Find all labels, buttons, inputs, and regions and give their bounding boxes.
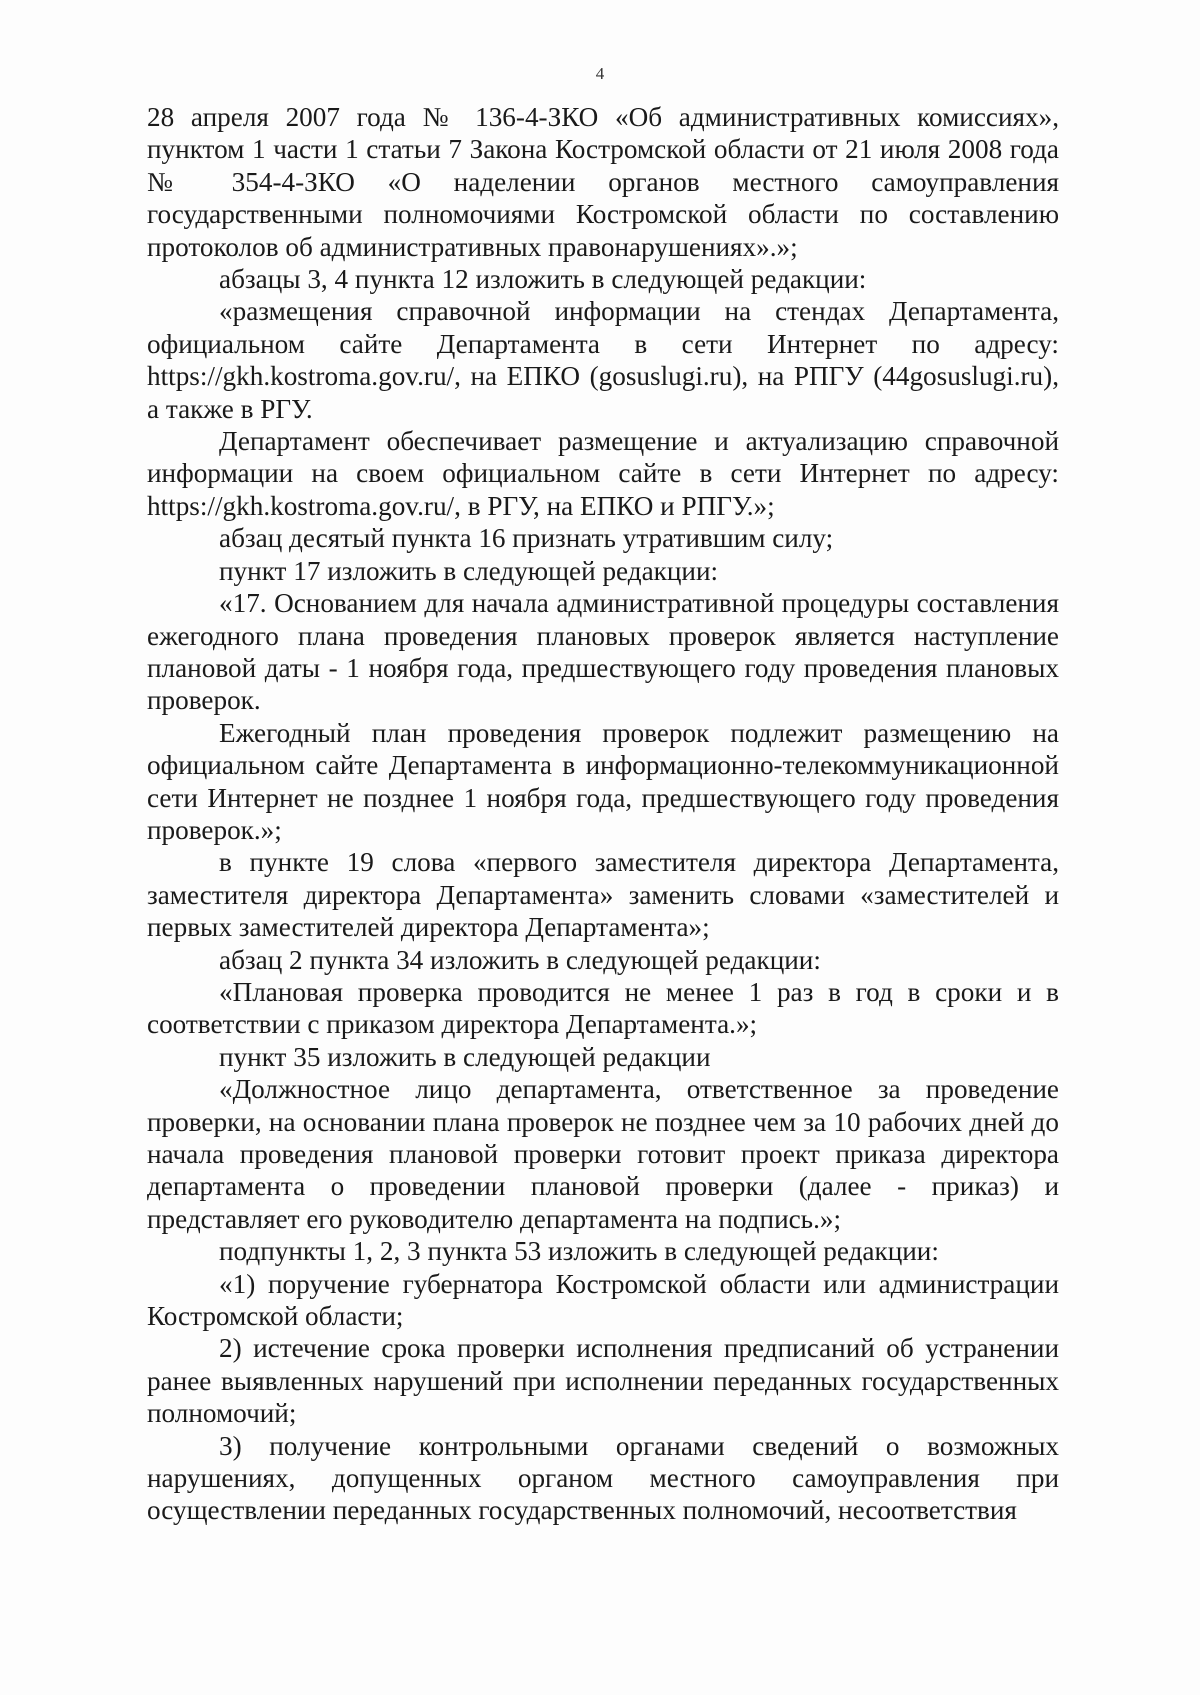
- paragraph: «размещения справочной информации на стендах Департамента, официальном сайте Департамента в сети Интернет по адресу: https://gkh.kostroma.gov.ru/, на ЕПКО (gosuslugi.ru), на РПГУ (44gosuslugi.ru), а также в РГУ.: [147, 296, 1059, 424]
- paragraph: абзац десятый пункта 16 признать утратившим силу;: [219, 523, 834, 554]
- paragraph: абзац 2 пункта 34 изложить в следующей редакции:: [219, 944, 821, 975]
- page-number: 4: [595, 64, 605, 83]
- document-body: [147, 101, 1059, 1527]
- paragraph: абзацы 3, 4 пункта 12 изложить в следующей редакции:: [219, 264, 867, 295]
- paragraph: «Должностное лицо департамента, ответственное за проведение проверки, на основании плана проверок не позднее чем за 10 рабочих дней до начала проведения плановой проверки готовит проект приказа директора департамента о проведении плановой проверки (далее - приказ) и представляет его руководителю департамента на подпись.»;: [147, 1074, 1059, 1234]
- paragraph: Департамент обеспечивает размещение и актуализацию справочной информации на своем официальном сайте в сети Интернет по адресу: https://gkh.kostroma.gov.ru/, в РГУ, на ЕПКО и РПГУ.»;: [147, 426, 1059, 521]
- paragraph: «Плановая проверка проводится не менее 1 раз в год в сроки и в соответствии с приказом директора Департамента.»;: [147, 976, 1059, 1040]
- paragraph: Ежегодный план проведения проверок подлежит размещению на официальном сайте Департамента в информационно-телекоммуникационной сети Интернет не позднее 1 ноября года, предшествующего году проведения проверок.»;: [147, 717, 1059, 845]
- paragraph: в пункте 19 слова «первого заместителя директора Департамента, заместителя директора Департамента» заменить словами «заместителей и первых заместителей директора Департамента»;: [147, 847, 1059, 943]
- paragraph: 2) истечение срока проверки исполнения предписаний об устранении ранее выявленных нарушений при исполнении переданных государственных полномочий;: [147, 1333, 1059, 1429]
- paragraph: «17. Основанием для начала административной процедуры составления ежегодного плана проведения плановых проверок является наступление плановой даты - 1 ноября года, предшествующего году проведения плановых проверок.: [147, 588, 1059, 716]
- paragraph: подпункты 1, 2, 3 пункта 53 изложить в следующей редакции:: [219, 1236, 939, 1267]
- paragraph: 3) получение контрольными органами сведений о возможных нарушениях, допущенных органом местного самоуправления при осуществлении переданных государственных полномочий, несоответствия: [147, 1430, 1059, 1526]
- paragraph: 28 апреля 2007 года № 136-4-ЗКО «Об административных комиссиях», пунктом 1 части 1 статьи 7 Закона Костромской области от 21 июля 2008 года № 354-4-ЗКО «О наделении органов местного самоуправления государственными полномочиями Костромской области по составлению протоколов об административных правонарушениях».»;: [147, 102, 1059, 262]
- paragraph: пункт 17 изложить в следующей редакции:: [219, 555, 719, 586]
- paragraph: пункт 35 изложить в следующей редакции: [219, 1041, 711, 1072]
- paragraph: «1) поручение губернатора Костромской области или администрации Костромской области;: [147, 1268, 1059, 1332]
